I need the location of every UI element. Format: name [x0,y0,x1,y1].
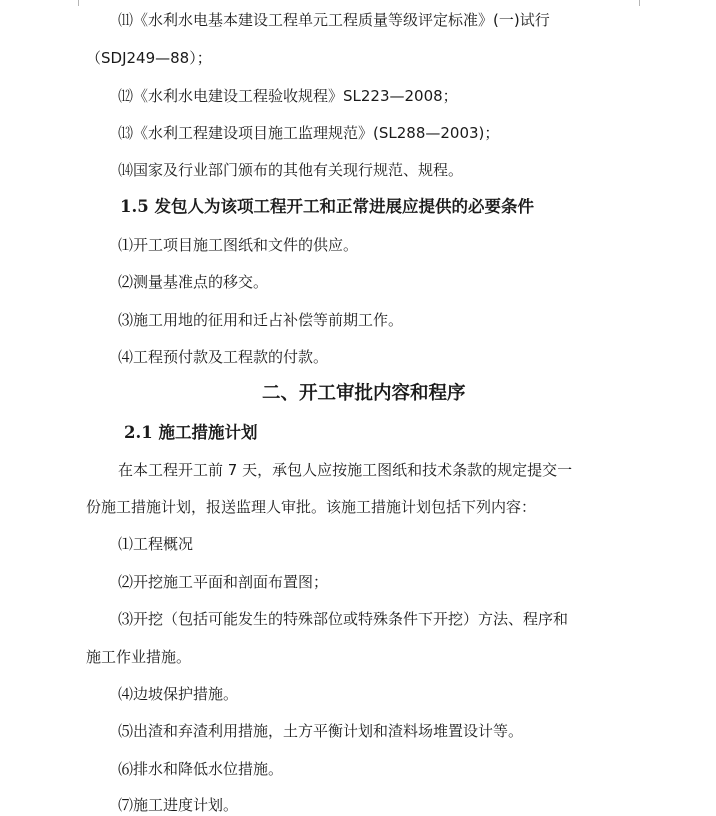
list-item: ⑸出渣和弃渣利用措施，土方平衡计划和渣料场堆置设计等。 [118,722,524,740]
paragraph-line: 份施工措施计划，报送监理人审批。该施工措施计划包括下列内容： [86,498,537,516]
ref-item-11: ⑾《水利水电基本建设工程单元工程质量等级评定标准》(一)试行 [118,11,550,29]
list-item-cont: 施工作业措施。 [86,648,192,666]
list-item: ⑹排水和降低水位措施。 [118,760,284,778]
ref-item-11-cont: （SDJ249—88）； [86,49,212,67]
section-heading-2-1: 2.1 施工措施计划 [124,423,258,442]
list-item: ⑴开工项目施工图纸和文件的供应。 [118,236,359,254]
chapter-heading-2: 二、开工审批内容和程序 [262,383,466,404]
list-item: ⑷工程预付款及工程款的付款。 [118,348,329,366]
ref-item-14: ⒁国家及行业部门颁布的其他有关现行规范、规程。 [118,161,464,179]
page-corner-mark-right [639,0,654,6]
list-item: ⑷边坡保护措施。 [118,685,239,703]
list-item: ⑶开挖（包括可能发生的特殊部位或特殊条件下开挖）方法、程序和 [118,610,569,628]
ref-item-13: ⒀《水利工程建设项目施工监理规范》(SL288—2003)； [118,124,500,142]
list-item: ⑺施工进度计划。 [118,796,239,814]
list-item: ⑴工程概况 [118,535,194,553]
list-item: ⑶施工用地的征用和迁占补偿等前期工作。 [118,311,404,329]
ref-item-12: ⑿《水利水电建设工程验收规程》SL223—2008； [118,87,458,105]
page-corner-mark-left [64,0,79,6]
list-item: ⑵测量基准点的移交。 [118,273,269,291]
paragraph-line: 在本工程开工前 7 天，承包人应按施工图纸和技术条款的规定提交一 [118,461,573,479]
list-item: ⑵开挖施工平面和剖面布置图； [118,573,329,591]
section-heading-1-5: 1.5 发包人为该项工程开工和正常进展应提供的必要条件 [120,197,534,216]
